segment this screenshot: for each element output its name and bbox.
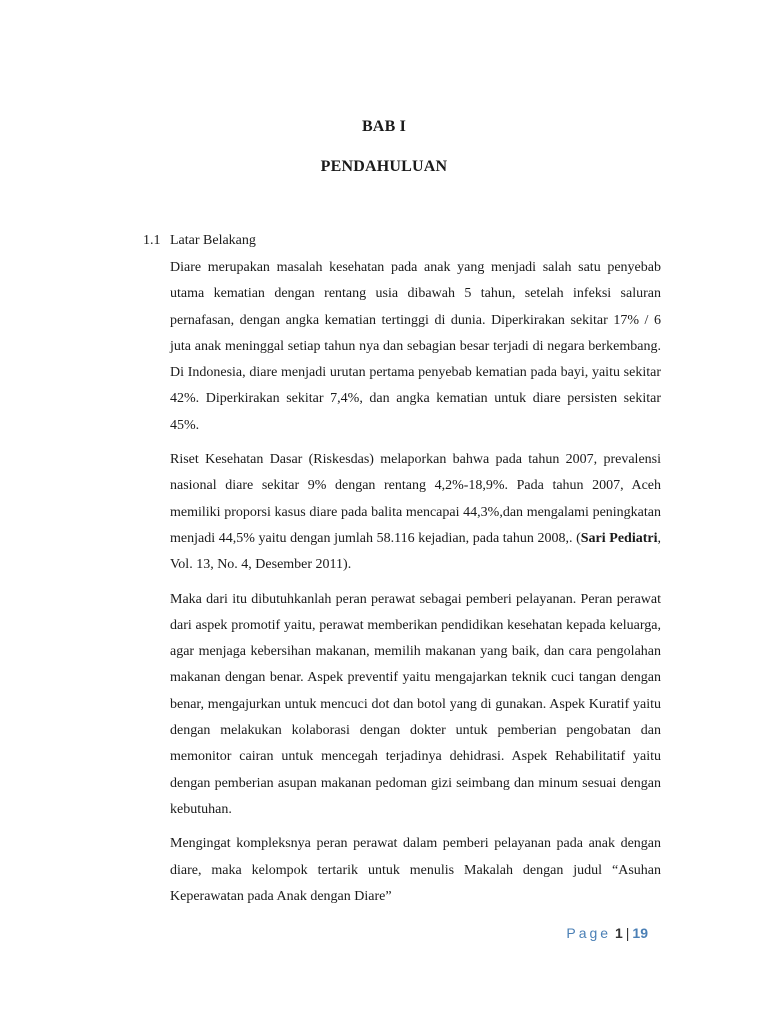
section-title: Latar Belakang [170,233,256,248]
paragraph-2-text: Riset Kesehatan Dasar (Riskesdas) melaporkan bahwa pada tahun 2007, prevalensi nasional diare sekitar 9% dengan rentang 4,2%-18,9%. Pada tahun 2007, Aceh memiliki proporsi kasus diare pada balita mencapai 44,3%,dan mengalami peningkatan menjadi 44,5% yaitu dengan jumlah 58.116 kejadian, pada tahun 2008,. ( [170,452,661,546]
page-number: 1 [614,925,623,941]
paragraph-2-citation-rest: , Vol. 13, No. 4, Desember 2011). [170,530,661,573]
total-pages: 19 [632,925,648,941]
body-text [170,255,661,910]
paragraph-1: Diare merupakan masalah kesehatan pada anak yang menjadi salah satu penyebab utama kematian dengan rentang usia dibawah 5 tahun, setelah infeksi saluran pernafasan, dengan angka kematian tertinggi di dunia. Diperkirakan sekitar 17% / 6 juta anak meninggal setiap tahun nya dan sebagian besar terjadi di negara berkembang. Di Indonesia, diare menjadi urutan pertama penyebab kematian pada bayi, yaitu sekitar 42%. Diperkirakan sekitar 7,4%, dan angka kematian untuk diare persisten sekitar 45%. [170,260,661,433]
section-heading [143,231,256,251]
paragraph-3: Maka dari itu dibutuhkanlah peran perawat sebagai pemberi pelayanan. Peran perawat dari aspek promotif yaitu, perawat memberikan pendidikan kesehatan kepada keluarga, agar menjaga kebersihan makanan, memilih makanan yang baik, dan cara pengolahan makanan dengan benar. Aspek preventif yaitu mengajarkan teknik cuci tangan dengan benar, mengajurkan untuk mencuci dot dan botol yang di gunakan. Aspek Kuratif yaitu dengan melakukan kolaborasi dengan dokter untuk pemberian pengobatan dan memonitor cairan untuk mencegah terjadinya dehidrasi. Aspek Rehabilitatif yaitu dengan pemberian asupan makanan pedoman gizi seimbang dan minum sesuai dengan kebutuhan. [170,591,661,817]
chapter-title: PENDAHULUAN [320,158,448,175]
page-separator: | [625,925,630,941]
chapter-number: BAB I [361,118,407,135]
page-footer [566,925,648,941]
paragraph-4: Mengingat kompleksnya peran perawat dalam pemberi pelayanan pada anak dengan diare, maka kelompok tertarik untuk menulis Makalah dengan judul “Asuhan Keperawatan pada Anak dengan Diare” [170,836,661,904]
section-number: 1.1 [143,233,161,248]
citation-journal: Sari Pediatri [580,530,658,546]
paragraph-2 [170,447,661,578]
page-word: Page [566,925,612,941]
